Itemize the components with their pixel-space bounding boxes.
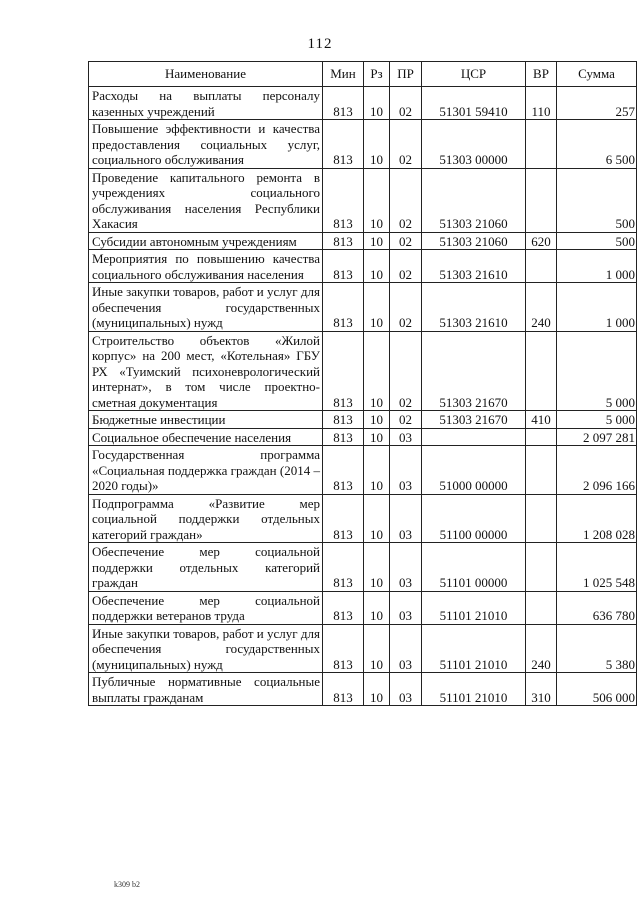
cell-name: Повышение эффективности и качества предоставления социальных услуг, социального обслуживания	[89, 120, 323, 169]
cell-vr	[526, 446, 557, 495]
table-row	[89, 624, 637, 673]
cell-sum: 1 208 028	[557, 494, 637, 543]
cell-pr: 03	[390, 591, 422, 624]
cell-sum: 257	[557, 87, 637, 120]
cell-rz: 10	[364, 168, 390, 232]
cell-rz: 10	[364, 411, 390, 429]
cell-sum: 1 000	[557, 283, 637, 332]
table-row	[89, 168, 637, 232]
page-number: 112	[307, 36, 333, 52]
cell-pr: 02	[390, 87, 422, 120]
cell-rz: 10	[364, 331, 390, 411]
cell-csr: 51303 21610	[422, 283, 526, 332]
header-vr: ВР	[526, 62, 557, 87]
table-row	[89, 428, 637, 446]
table-row	[89, 543, 637, 592]
cell-rz: 10	[364, 120, 390, 169]
cell-name: Бюджетные инвестиции	[89, 411, 323, 429]
table-header-row	[89, 62, 637, 87]
cell-pr: 03	[390, 543, 422, 592]
cell-rz: 10	[364, 673, 390, 706]
cell-min: 813	[323, 331, 364, 411]
cell-name: Государственная программа «Социальная поддержка граждан (2014 – 2020 годы)»	[89, 446, 323, 495]
cell-min: 813	[323, 624, 364, 673]
cell-csr: 51100 00000	[422, 494, 526, 543]
cell-vr	[526, 168, 557, 232]
cell-vr	[526, 543, 557, 592]
table-row	[89, 87, 637, 120]
cell-min: 813	[323, 411, 364, 429]
cell-name: Строительство объектов «Жилой корпус» на 200 мест, «Котельная» ГБУ РХ «Туимский психоневрологический интернат», в том числе проектно-сметная документация	[89, 331, 323, 411]
cell-csr: 51101 21010	[422, 591, 526, 624]
cell-min: 813	[323, 591, 364, 624]
cell-vr	[526, 120, 557, 169]
cell-vr: 620	[526, 232, 557, 250]
cell-min: 813	[323, 673, 364, 706]
cell-min: 813	[323, 232, 364, 250]
cell-name: Публичные нормативные социальные выплаты гражданам	[89, 673, 323, 706]
cell-csr: 51303 21060	[422, 168, 526, 232]
cell-rz: 10	[364, 87, 390, 120]
cell-rz: 10	[364, 232, 390, 250]
cell-sum: 1 000	[557, 250, 637, 283]
cell-min: 813	[323, 87, 364, 120]
cell-min: 813	[323, 494, 364, 543]
cell-vr	[526, 428, 557, 446]
cell-pr: 02	[390, 411, 422, 429]
cell-sum: 500	[557, 168, 637, 232]
cell-rz: 10	[364, 283, 390, 332]
cell-name: Субсидии автономным учреждениям	[89, 232, 323, 250]
cell-sum: 2 097 281	[557, 428, 637, 446]
cell-sum: 2 096 166	[557, 446, 637, 495]
cell-sum: 5 000	[557, 411, 637, 429]
cell-pr: 02	[390, 168, 422, 232]
cell-min: 813	[323, 283, 364, 332]
cell-csr: 51303 21610	[422, 250, 526, 283]
cell-name: Обеспечение мер социальной поддержки ветеранов труда	[89, 591, 323, 624]
cell-sum: 636 780	[557, 591, 637, 624]
cell-pr: 02	[390, 120, 422, 169]
cell-rz: 10	[364, 624, 390, 673]
cell-vr: 240	[526, 283, 557, 332]
cell-pr: 02	[390, 283, 422, 332]
table-row	[89, 331, 637, 411]
table-row	[89, 673, 637, 706]
cell-name: Обеспечение мер социальной поддержки отдельных категорий граждан	[89, 543, 323, 592]
cell-csr: 51101 00000	[422, 543, 526, 592]
cell-sum: 6 500	[557, 120, 637, 169]
cell-pr: 02	[390, 250, 422, 283]
cell-min: 813	[323, 446, 364, 495]
cell-csr	[422, 428, 526, 446]
cell-csr: 51000 00000	[422, 446, 526, 495]
table-row	[89, 411, 637, 429]
table-row	[89, 494, 637, 543]
table-row	[89, 446, 637, 495]
cell-vr	[526, 494, 557, 543]
cell-min: 813	[323, 543, 364, 592]
cell-sum: 5 000	[557, 331, 637, 411]
cell-pr: 03	[390, 624, 422, 673]
cell-min: 813	[323, 250, 364, 283]
cell-name: Подпрограмма «Развитие мер социальной поддержки отдельных категорий граждан»	[89, 494, 323, 543]
cell-rz: 10	[364, 250, 390, 283]
table-row	[89, 591, 637, 624]
cell-rz: 10	[364, 428, 390, 446]
cell-sum: 506 000	[557, 673, 637, 706]
cell-pr: 03	[390, 428, 422, 446]
cell-pr: 03	[390, 446, 422, 495]
cell-csr: 51301 59410	[422, 87, 526, 120]
table-row	[89, 232, 637, 250]
cell-csr: 51303 21670	[422, 411, 526, 429]
cell-rz: 10	[364, 543, 390, 592]
cell-min: 813	[323, 120, 364, 169]
cell-rz: 10	[364, 494, 390, 543]
cell-min: 813	[323, 168, 364, 232]
cell-min: 813	[323, 428, 364, 446]
table-row	[89, 283, 637, 332]
cell-sum: 500	[557, 232, 637, 250]
header-min: Мин	[323, 62, 364, 87]
cell-vr	[526, 591, 557, 624]
cell-csr: 51101 21010	[422, 673, 526, 706]
cell-vr: 110	[526, 87, 557, 120]
cell-name: Иные закупки товаров, работ и услуг для обеспечения государственных (муниципальных) нужд	[89, 283, 323, 332]
cell-name: Расходы на выплаты персоналу казенных учреждений	[89, 87, 323, 120]
cell-sum: 1 025 548	[557, 543, 637, 592]
cell-csr: 51303 21060	[422, 232, 526, 250]
header-sum: Сумма	[557, 62, 637, 87]
cell-pr: 03	[390, 494, 422, 543]
cell-rz: 10	[364, 591, 390, 624]
cell-vr	[526, 250, 557, 283]
cell-csr: 51303 00000	[422, 120, 526, 169]
header-pr: ПР	[390, 62, 422, 87]
cell-csr: 51101 21010	[422, 624, 526, 673]
cell-pr: 02	[390, 331, 422, 411]
header-name: Наименование	[89, 62, 323, 87]
cell-vr: 240	[526, 624, 557, 673]
cell-sum: 5 380	[557, 624, 637, 673]
header-csr: ЦСР	[422, 62, 526, 87]
header-rz: Рз	[364, 62, 390, 87]
cell-vr	[526, 331, 557, 411]
table-body	[89, 87, 637, 706]
cell-name: Иные закупки товаров, работ и услуг для обеспечения государственных (муниципальных) нужд	[89, 624, 323, 673]
cell-csr: 51303 21670	[422, 331, 526, 411]
table-row	[89, 250, 637, 283]
footer-code: k309 b2	[114, 880, 140, 889]
cell-pr: 03	[390, 673, 422, 706]
budget-table	[88, 61, 637, 706]
cell-pr: 02	[390, 232, 422, 250]
table-row	[89, 120, 637, 169]
cell-vr: 410	[526, 411, 557, 429]
cell-name: Мероприятия по повышению качества социального обслуживания населения	[89, 250, 323, 283]
cell-name: Социальное обеспечение населения	[89, 428, 323, 446]
cell-name: Проведение капитального ремонта в учреждениях социального обслуживания населения Республики Хакасия	[89, 168, 323, 232]
cell-rz: 10	[364, 446, 390, 495]
cell-vr: 310	[526, 673, 557, 706]
